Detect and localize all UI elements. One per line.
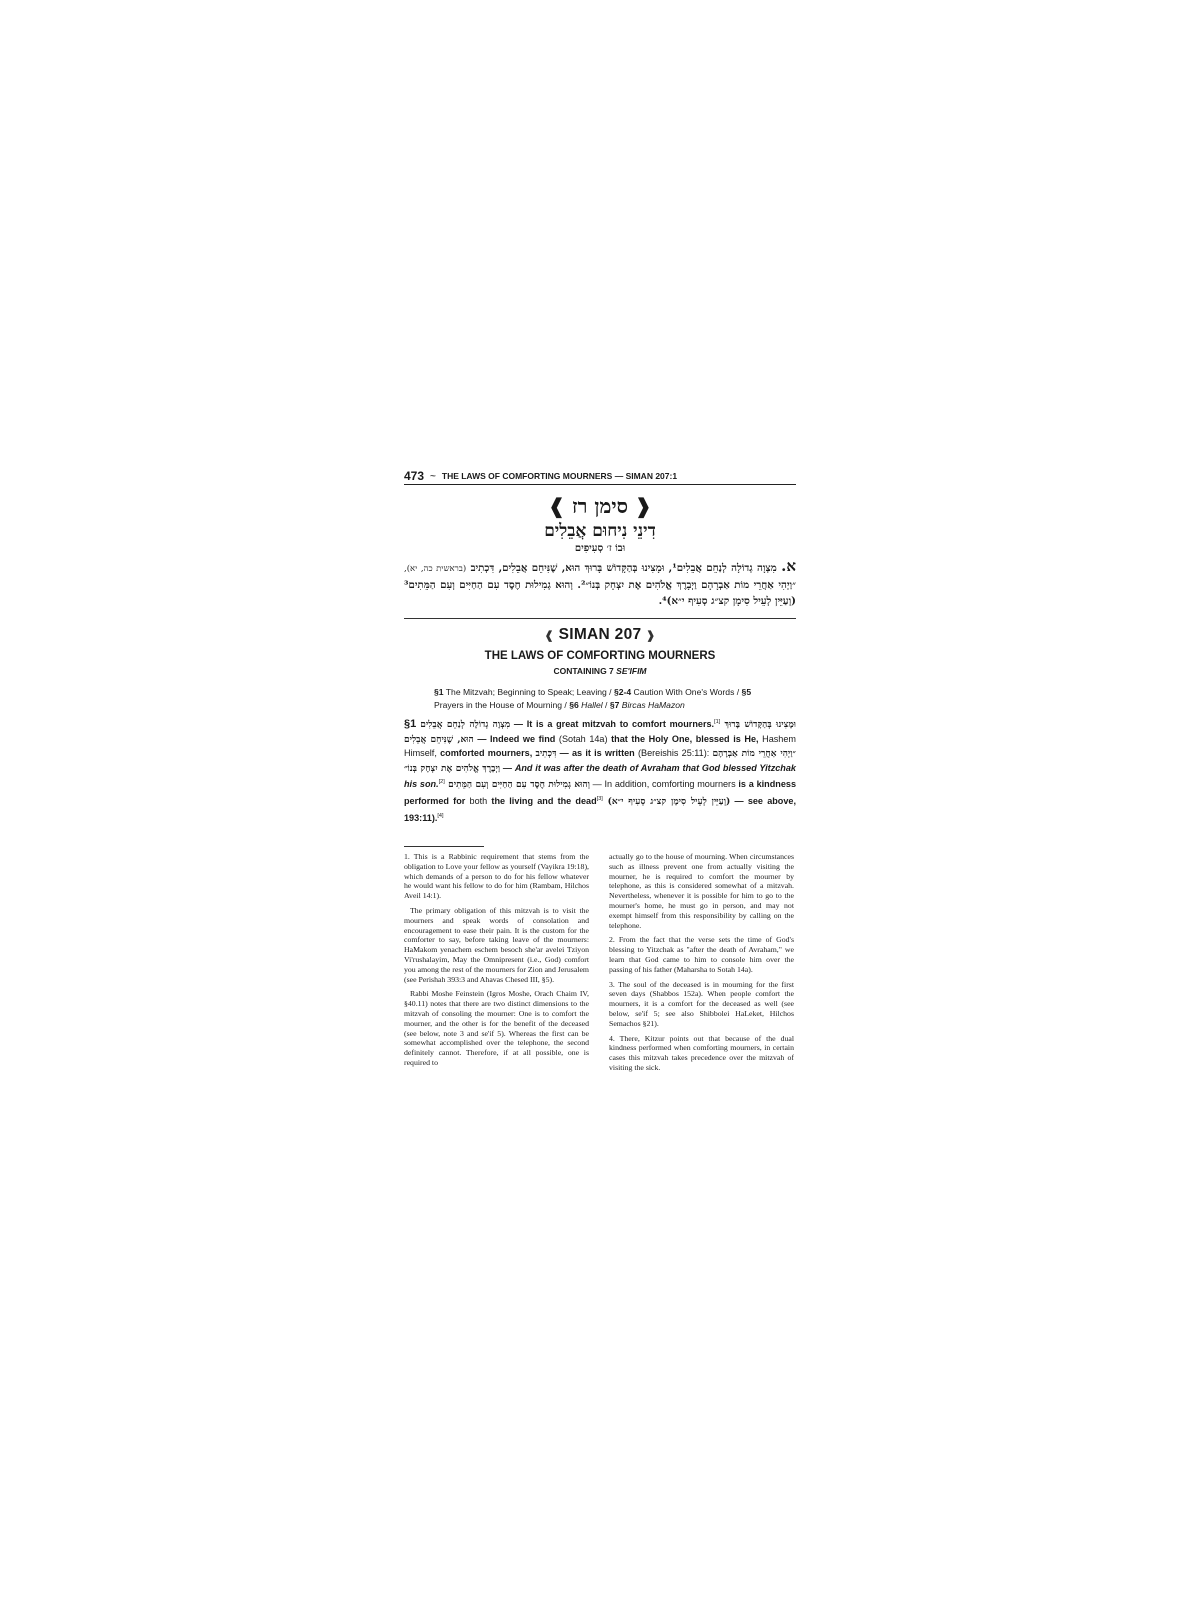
- english-phrase: — It is a great mitzvah to comfort mourners.: [510, 719, 715, 730]
- english-phrase: — see above, 193:11).: [404, 796, 797, 823]
- hebrew-siman-title: ❰ סימן רז ❱: [548, 494, 652, 518]
- english-phrase: both: [469, 796, 492, 807]
- footnote-4: 4. There, Kitzur points out that because of the dual kindness performed when comforting mourners, in certain cases this mitzvah takes precedence over the mitzvah of visiting the sick.: [609, 1033, 794, 1072]
- english-phrase: — as it is written: [556, 748, 638, 759]
- toc-text: /: [602, 699, 610, 710]
- hebrew-phrase: (וְעַיֵּין לְעֵיל סִימָן קצ״ג סְעִיף י״א): [602, 797, 731, 808]
- toc-num: §1: [434, 687, 444, 697]
- footnote-1: 1. This is a Rabbinic requirement that stems from the obligation to Love your fellow as yourself (Vayikra 19:18), which demands of a person to do for his fellow whatever he would want his fellow to do for him (Rambam, Hilchos Aveil 14:1).: [404, 852, 589, 901]
- hebrew-title: דִינֵי נִיחוּם אֲבֵלִים: [544, 521, 656, 541]
- section-divider: [404, 618, 796, 619]
- footnote-divider: [404, 846, 484, 847]
- footnote-3: 3. The soul of the deceased is in mourning for the first seven days (Shabbos 152a). When people comfort the mourners, it is a comfort for the deceased as well (see below, se'if 5; see also Shibbolei HaLeket, Hilchos Semachos §21).: [609, 979, 794, 1028]
- hebrew-phrase: וְהוּא גְמִילוּת חֶסֶד עִם הַחַיִּים וְעִם הַמֵּתִים: [444, 780, 590, 791]
- english-phrase: (Sotah 14a): [558, 733, 608, 744]
- english-containing: [404, 666, 796, 676]
- running-head-title: THE LAWS OF COMFORTING MOURNERS — SIMAN 207:1: [441, 471, 678, 481]
- toc-num: §5: [741, 687, 752, 697]
- hebrew-siman-text: סימן רז: [572, 494, 628, 518]
- english-title: THE LAWS OF COMFORTING MOURNERS: [484, 650, 716, 662]
- toc-num: §7: [609, 699, 620, 710]
- english-phrase: — In addition, comforting mourners: [589, 779, 739, 790]
- footnote-ref[interactable]: [4]: [437, 812, 444, 819]
- hebrew-letter: א.: [781, 557, 797, 575]
- english-phrase: Hashem Himself,: [404, 733, 797, 759]
- hebrew-source: (בראשית כה, יא),: [404, 564, 467, 574]
- english-phrase: is a kindness performed for: [404, 779, 796, 807]
- english-phrase: — And it was after the death of Avraham that God blessed Yitzchak his son.: [404, 762, 796, 790]
- hebrew-phrase: וּמָצִינוּ בְּהַקָּדוֹשׁ בָּרוּךְ הוּא, שֶׁנִּיחֵם אֲבֵלִים: [404, 720, 796, 745]
- english-phrase: comforted mourners,: [440, 748, 536, 759]
- hebrew-subtitle: וּבוֹ ז׳ סְעִיפִים: [574, 543, 626, 554]
- footnote-2: 2. From the fact that the verse sets the time of God's blessing to Yitzchak as "after the death of Avraham," we learn that God came to him to console him over the passing of his father (Maharsha to Sotah 14a).: [609, 935, 794, 974]
- main-paragraph: [404, 716, 796, 825]
- toc-num: §6: [569, 699, 579, 710]
- containing-italic: SE'IFIM: [616, 666, 647, 676]
- hebrew-heading: [404, 490, 796, 554]
- toc-text: Caution With One's Words /: [631, 687, 742, 697]
- footnote-ref[interactable]: [3]: [596, 796, 603, 803]
- hebrew-phrase: מִצְוָה גְדוֹלָה לְנַחֵם אֲבֵלִים: [420, 720, 511, 731]
- toc-text: The Mitzvah; Beginning to Speak; Leaving /: [443, 687, 614, 697]
- ornament-icon: ~: [430, 470, 436, 482]
- footnote-1-cont: The primary obligation of this mitzvah is to visit the mourners and speak words of consolation and encouragement to ease their pain. It is the custom for the comforter to say, before taking leave of the mourners: HaMakom yenachem eschem besoch she'ar avelei Tziyon Vi'rushalayim, May the Omnipresent (i.e., God) comfort you among the rest of the mourners for Zion and Jerusalem (see Perishah 393:3 and Ahavas Chesed III, §5).: [404, 905, 589, 984]
- containing-text: CONTAINING 7: [553, 666, 614, 676]
- hebrew-line-2: ״וַיְהִי אַחֲרֵי מוֹת אַבְרָהָם וַיְבָרֶךְ אֱלֹהִים אֶת יִצְחָק בְּנוֹ״².: [577, 579, 797, 591]
- footnotes-left-column: [404, 852, 589, 1073]
- footnote-ref[interactable]: [1]: [714, 719, 721, 725]
- toc-italic: Bircas HaMazon: [621, 699, 685, 710]
- english-heading: [404, 626, 796, 676]
- footnote-ref[interactable]: [2]: [438, 779, 445, 786]
- toc-italic: Hallel: [581, 699, 603, 710]
- toc-num: §2-4: [613, 687, 632, 697]
- hebrew-phrase: ״וַיְהִי אַחֲרֵי מוֹת אַבְרָהָם וַיְבָרֶךְ אֱלֹהִים אֶת יִצְחָק בְּנוֹ״: [404, 749, 796, 774]
- hebrew-phrase: דִּכְתִיב: [535, 749, 557, 760]
- hebrew-line-1: מִצְוָה גְדוֹלָה לְנַחֵם אֲבֵלִים¹, וּמָצִינוּ בְּהַקָּדוֹשׁ בָּרוּךְ הוּא, שֶׁנִּיחֵם אֲבֵלִים, דִּכְתִיב: [470, 562, 777, 574]
- hebrew-paragraph: [404, 558, 796, 609]
- english-phrase: (Bereishis 25:11):: [637, 748, 713, 759]
- english-phrase: that the Holy One, blessed is He,: [607, 733, 763, 744]
- section-contents: [434, 686, 779, 711]
- english-siman-text: SIMAN 207: [558, 626, 642, 643]
- section-number: §1: [404, 718, 417, 731]
- book-page: [404, 468, 796, 1128]
- hebrew-line-3: וְהוּא גְמִילוּת חֶסֶד עִם הַחַיִּים וְעִם הַמֵּתִים³ (וְעַיֵּין לְעֵיל סִימָן קצ״ג סְעִיף י״א)⁴.: [404, 579, 796, 607]
- running-head: [404, 468, 796, 485]
- toc-text: Prayers in the House of Mourning /: [434, 699, 570, 710]
- english-phrase: — Indeed we find: [473, 733, 559, 744]
- page-number: 473: [404, 469, 425, 483]
- footnotes-right-column: [609, 852, 794, 1078]
- footnote-1-cont: actually go to the house of mourning. When circumstances such as illness prevent one from actually visiting the mourner, he is required to comfort the mourner by telephone, as this is considered somewhat of a mitzvah. Nevertheless, whenever it is possible for him to go to the mourner's home, he must go in person, and may not exempt himself from this responsibility by calling on the telephone.: [609, 852, 794, 930]
- english-siman-title: ❰ SIMAN 207 ❱: [544, 626, 656, 643]
- english-phrase: the living and the dead: [491, 796, 597, 807]
- footnote-1-cont: Rabbi Moshe Feinstein (Igros Moshe, Orach Chaim IV, §40.11) notes that there are two distinct dimensions to the mitzvah of consoling the mourner: One is to comfort the mourner, and the other is for the benefit of the deceased (see below, note 3 and se'if 5). Whereas the first can be somewhat accomplished over the telephone, the second definitely cannot. Therefore, if at all possible, one is required to: [404, 989, 589, 1067]
